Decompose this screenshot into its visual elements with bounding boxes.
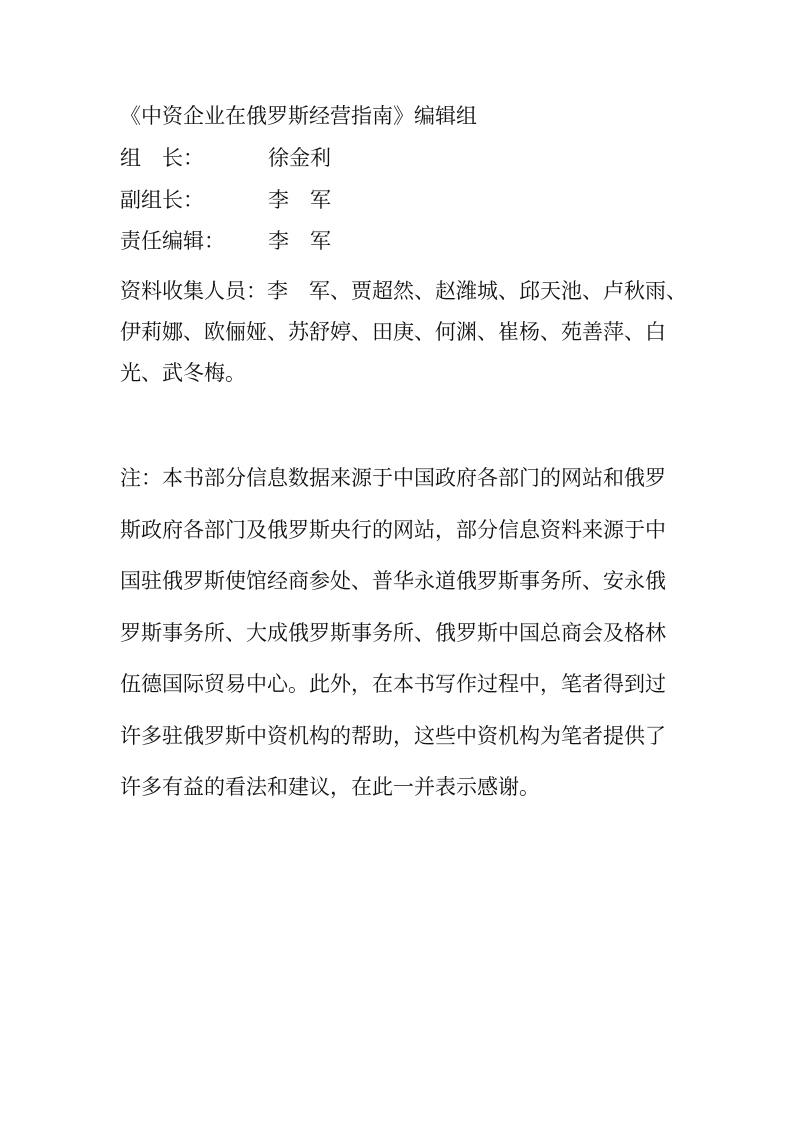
note-line: 许多有益的看法和建议，在此一并表示感谢。 — [120, 775, 540, 799]
role-label: 组 长： — [120, 146, 204, 170]
note-line: 斯政府各部门及俄罗斯央行的网站，部分信息资料来源于中 — [120, 517, 666, 542]
role-label: 责任编辑： — [120, 229, 225, 253]
role-name: 李 军 — [268, 188, 331, 212]
role-name: 李 军 — [268, 229, 331, 253]
editorial-board-title: 《中资企业在俄罗斯经营指南》编辑组 — [120, 104, 477, 128]
note-line: 伍德国际贸易中心。此外，在本书写作过程中，笔者得到过 — [120, 672, 666, 696]
note-line: 国驻俄罗斯使馆经商参处、普华永道俄罗斯事务所、安永俄 — [120, 569, 666, 593]
staff-line: 伊莉娜、欧俪娅、苏舒婷、田庚、何渊、崔杨、苑善萍、白 — [120, 320, 666, 344]
role-label: 副组长： — [120, 188, 204, 212]
note-line: 注：本书部分信息数据来源于中国政府各部门的网站和俄罗 — [120, 466, 666, 490]
staff-line: 光、武冬梅。 — [120, 361, 246, 385]
staff-line: 资料收集人员：李 军、贾超然、赵潍城、邱天池、卢秋雨、 — [120, 279, 687, 303]
acknowledgement-note — [120, 453, 676, 814]
note-line: 许多驻俄罗斯中资机构的帮助，这些中资机构为笔者提供了 — [120, 723, 666, 748]
note-line: 罗斯事务所、大成俄罗斯事务所、俄罗斯中国总商会及格林 — [120, 620, 666, 645]
role-name: 徐金利 — [268, 146, 331, 170]
data-collection-staff — [120, 271, 687, 394]
